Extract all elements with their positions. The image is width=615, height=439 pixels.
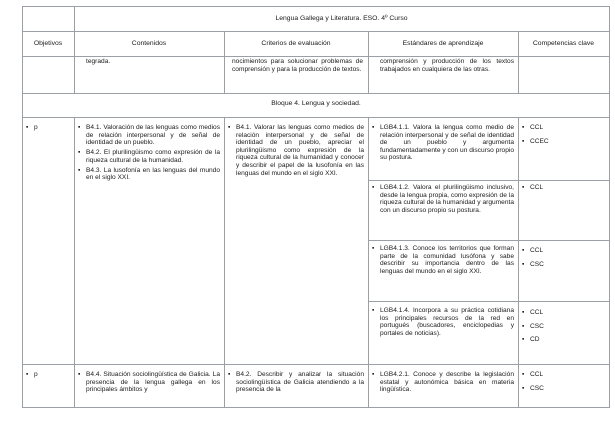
criterio-cell bbox=[228, 124, 364, 177]
bullet-icon: ▪ bbox=[522, 184, 525, 191]
bullet-icon: ▪ bbox=[372, 307, 375, 314]
rule-left bbox=[22, 6, 23, 408]
rule-contenidos-right bbox=[224, 117, 225, 408]
contenido-text: B4.3. La lusofonía en las lenguas del mundo en el siglo XXI. bbox=[86, 166, 220, 182]
rule-criterios-right bbox=[368, 117, 369, 408]
criterio-cell bbox=[228, 371, 364, 394]
bullet-icon: ▪ bbox=[372, 124, 375, 131]
competencia-item bbox=[522, 336, 606, 344]
header-competencias: Competencias clave bbox=[532, 40, 595, 47]
objetivo-label: p bbox=[34, 124, 38, 131]
competencia-item bbox=[522, 309, 606, 317]
block-title: Bloque 4. Lengua y sociedad. bbox=[271, 100, 361, 107]
estandar-text: LGB4.2.1. Conoce y describe la legislación estatal y autonómica básica en materia lingüística. bbox=[380, 371, 514, 394]
contenido-text: B4.4. Situación sociolingüística de Galicia. La presencia de la lengua gallega en los principales ámbitos y bbox=[86, 371, 220, 394]
carryover-contenidos: tegrada. bbox=[86, 58, 111, 65]
rule-block-bottom bbox=[22, 117, 610, 118]
bullet-icon: ▪ bbox=[228, 124, 231, 131]
criterio-text: B4.1. Valorar las lenguas como medios de relación interpersonal y de señal de identidad de un pueblo, apreciar el plurilingüismo como expresión de la riqueza cultural de la humanidad y conocer y describir el papel de la lusofonía en las lenguas del mundo en el siglo XXI. bbox=[236, 124, 364, 177]
table-title: Lengua Gallega y Literatura. ESO. 4º Curso bbox=[275, 15, 408, 22]
rule-header-bottom bbox=[22, 56, 610, 57]
competencias-list bbox=[522, 124, 606, 145]
rule-right bbox=[609, 6, 610, 408]
competencias-list bbox=[522, 247, 606, 268]
bullet-icon: ▪ bbox=[522, 247, 525, 254]
bullet-icon: ▪ bbox=[26, 124, 29, 131]
rule-objetivos-right bbox=[74, 117, 75, 408]
estandar-cell bbox=[372, 184, 514, 214]
carryover-criterios: nocimientos para solucionar problemas de comprensión y para la producción de textos. bbox=[232, 58, 363, 73]
competencia-item bbox=[522, 138, 606, 146]
competencia-item bbox=[522, 124, 606, 132]
criterio-text: B4.2. Describir y analizar la situación sociolingüística de Galicia atendiendo a la presencia de la bbox=[236, 371, 364, 394]
competencia-code: CCL bbox=[530, 184, 544, 191]
competencia-code: CD bbox=[530, 336, 540, 344]
bullet-icon: ▪ bbox=[522, 137, 525, 145]
estandar-cell bbox=[372, 371, 514, 394]
estandar-text: LGB4.1.1. Valora la lengua como medio de relación interpersonal y de señal de identidad de un pueblo y argumenta fundamentadamente y con un discurso propio su postura. bbox=[380, 124, 514, 162]
estandar-cell bbox=[372, 245, 514, 275]
rule-title-bottom bbox=[22, 31, 610, 32]
contenido-text: B4.2. El plurilingüismo como expresión de la riqueza cultural de la humanidad. bbox=[86, 149, 220, 164]
bullet-icon: ▪ bbox=[522, 124, 525, 131]
bullet-icon: ▪ bbox=[522, 260, 525, 268]
competencia-item bbox=[522, 371, 606, 379]
contenido-item bbox=[78, 167, 220, 182]
rule-std1-bottom bbox=[368, 180, 610, 181]
rule-row1-bottom bbox=[22, 364, 610, 365]
header-criterios: Criterios de evaluación bbox=[261, 40, 331, 47]
objetivo-item bbox=[26, 371, 38, 379]
competencia-code: CCL bbox=[530, 309, 544, 316]
rule-estandares-right bbox=[518, 117, 519, 408]
estandar-text: LGB4.1.2. Valora el plurilingüismo inclusivo, desde la lengua propia, como expresión de la riqueza cultural de la humanidad y argumenta con un discurso propio su postura. bbox=[380, 184, 514, 214]
rule-carryover-bottom bbox=[22, 93, 610, 94]
bullet-icon: ▪ bbox=[372, 371, 375, 378]
bullet-icon: ▪ bbox=[228, 371, 231, 378]
rule-top bbox=[22, 6, 610, 7]
competencia-item bbox=[522, 247, 606, 255]
header-contenidos: Contenidos bbox=[131, 40, 167, 47]
bullet-icon: ▪ bbox=[372, 184, 375, 191]
competencia-item bbox=[522, 385, 606, 393]
bullet-icon: ▪ bbox=[522, 336, 525, 344]
objetivo-item bbox=[26, 124, 38, 132]
bullet-icon: ▪ bbox=[78, 124, 81, 131]
estandar-cell bbox=[372, 124, 514, 162]
competencia-code: CSC bbox=[530, 322, 544, 330]
contenido-item bbox=[78, 124, 220, 147]
rule-bottom bbox=[22, 407, 610, 408]
header-estandares: Estándares de aprendizaje bbox=[402, 40, 484, 47]
contenido-cell bbox=[78, 371, 220, 394]
objetivo-label: p bbox=[34, 371, 38, 378]
competencia-code: CCL bbox=[530, 371, 544, 378]
bullet-icon: ▪ bbox=[78, 149, 81, 157]
estandar-cell bbox=[372, 307, 514, 337]
bullet-icon: ▪ bbox=[522, 309, 525, 316]
contenidos-list bbox=[78, 124, 220, 184]
competencia-item bbox=[522, 323, 606, 331]
contenido-text: B4.1. Valoración de las lenguas como medios de relación interpersonal y de señal de identidad de un pueblo. bbox=[86, 124, 220, 147]
competencia-item bbox=[522, 261, 606, 269]
rule-std2-bottom bbox=[368, 240, 610, 241]
bullet-icon: ▪ bbox=[522, 322, 525, 330]
competencia-code: CSC bbox=[530, 260, 544, 268]
competencia-item bbox=[522, 184, 606, 192]
rule-std3-bottom bbox=[368, 301, 610, 302]
competencias-list bbox=[522, 371, 606, 392]
contenido-item bbox=[78, 149, 220, 164]
header-objetivos: Objetivos bbox=[33, 40, 63, 47]
competencia-code: CSC bbox=[530, 384, 544, 392]
estandar-text: LGB4.1.4. Incorpora a su práctica cotidiana los principales recursos de la red en portugués (buscadores, enciclopedias y portales de noticias). bbox=[380, 307, 514, 337]
competencia-code: CCL bbox=[530, 124, 544, 131]
competencia-code: CCEC bbox=[530, 137, 549, 145]
bullet-icon: ▪ bbox=[372, 245, 375, 252]
competencia-code: CCL bbox=[530, 247, 544, 254]
competencias-list bbox=[522, 184, 606, 192]
estandar-text: LGB4.1.3. Conoce los territorios que forman parte de la comunidad lusófona y sabe describir su importancia dentro de las lenguas del mundo en el siglo XXI. bbox=[380, 245, 514, 275]
carryover-estandares: comprensión y producción de los textos trabajados en cualquiera de las otras. bbox=[380, 58, 514, 73]
competencias-list bbox=[522, 309, 606, 344]
bullet-icon: ▪ bbox=[522, 371, 525, 378]
bullet-icon: ▪ bbox=[522, 384, 525, 392]
bullet-icon: ▪ bbox=[26, 371, 29, 378]
bullet-icon: ▪ bbox=[78, 371, 81, 378]
bullet-icon: ▪ bbox=[78, 166, 81, 174]
